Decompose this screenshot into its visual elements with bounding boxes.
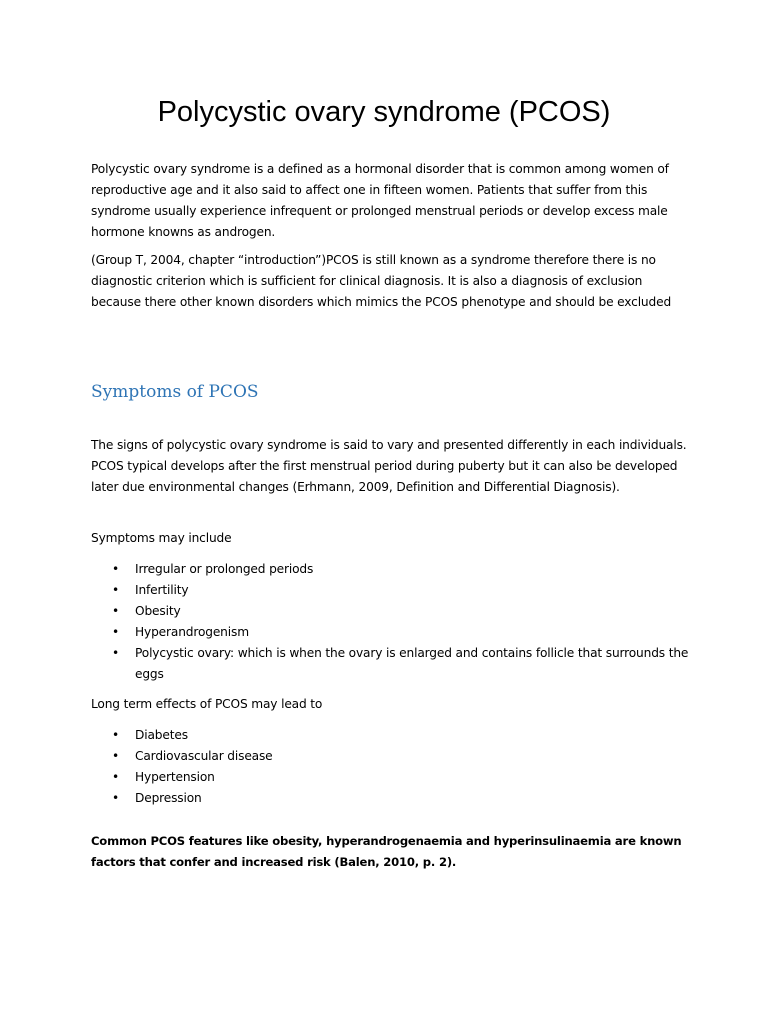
bullet-icon: • bbox=[112, 625, 120, 639]
list-item-text: Diabetes bbox=[135, 728, 188, 742]
list-item-text: Obesity bbox=[135, 604, 181, 618]
symptoms-heading: Symptoms of PCOS bbox=[91, 382, 259, 402]
bullet-icon: • bbox=[112, 749, 120, 763]
list-item bbox=[91, 601, 691, 622]
list-item-text: Depression bbox=[135, 791, 202, 805]
list-item bbox=[91, 559, 691, 580]
list-item bbox=[91, 580, 691, 601]
bullet-icon: • bbox=[112, 646, 120, 660]
list-item-text: Infertility bbox=[135, 583, 189, 597]
closing-paragraph: Common PCOS features like obesity, hyperandrogenaemia and hyperinsulinaemia are known factors that confer and increased risk (Balen, 2010, p. 2). bbox=[91, 833, 682, 869]
list-item-text: Irregular or prolonged periods bbox=[135, 562, 314, 576]
symptoms-paragraph: The signs of polycystic ovary syndrome is said to vary and presented differently in each individuals. PCOS typical develops after the first menstrual period during puberty but it can also be developed later due environmental changes (Erhmann, 2009, Definition and Differential Diagnosis). bbox=[91, 438, 687, 494]
citation-paragraph: (Group T, 2004, chapter “introduction”)PCOS is still known as a syndrome therefore there is no diagnostic criterion which is sufficient for clinical diagnosis. It is also a diagnosis of exclusion because there other known disorders which mimics the PCOS phenotype and should be excluded bbox=[91, 253, 672, 309]
bullet-icon: • bbox=[112, 604, 120, 618]
page-title: Polycystic ovary syndrome (PCOS) bbox=[157, 96, 611, 128]
bullet-icon: • bbox=[112, 562, 120, 576]
list-item-text: Hypertension bbox=[135, 770, 215, 784]
symptoms-intro: Symptoms may include bbox=[91, 531, 232, 545]
bullet-icon: • bbox=[112, 791, 120, 805]
list-item bbox=[91, 643, 691, 685]
list-item bbox=[91, 788, 691, 809]
long-term-intro: Long term effects of PCOS may lead to bbox=[91, 697, 323, 711]
list-item bbox=[91, 725, 691, 746]
list-item bbox=[91, 767, 691, 788]
symptoms-list bbox=[91, 559, 691, 685]
list-item-text: Hyperandrogenism bbox=[135, 625, 249, 639]
bullet-icon: • bbox=[112, 728, 120, 742]
bullet-icon: • bbox=[112, 583, 120, 597]
bullet-icon: • bbox=[112, 770, 120, 784]
list-item bbox=[91, 746, 691, 767]
list-item-text: Polycystic ovary: which is when the ovary is enlarged and contains follicle that surrounds the eggs bbox=[135, 646, 689, 681]
long-term-list bbox=[91, 725, 691, 809]
intro-paragraph: Polycystic ovary syndrome is a defined as a hormonal disorder that is common among women of reproductive age and it also said to affect one in fifteen women. Patients that suffer from this syndrome usually experience infrequent or prolonged menstrual periods or develop excess male hormone knowns as androgen. bbox=[91, 162, 669, 239]
list-item bbox=[91, 622, 691, 643]
list-item-text: Cardiovascular disease bbox=[135, 749, 273, 763]
